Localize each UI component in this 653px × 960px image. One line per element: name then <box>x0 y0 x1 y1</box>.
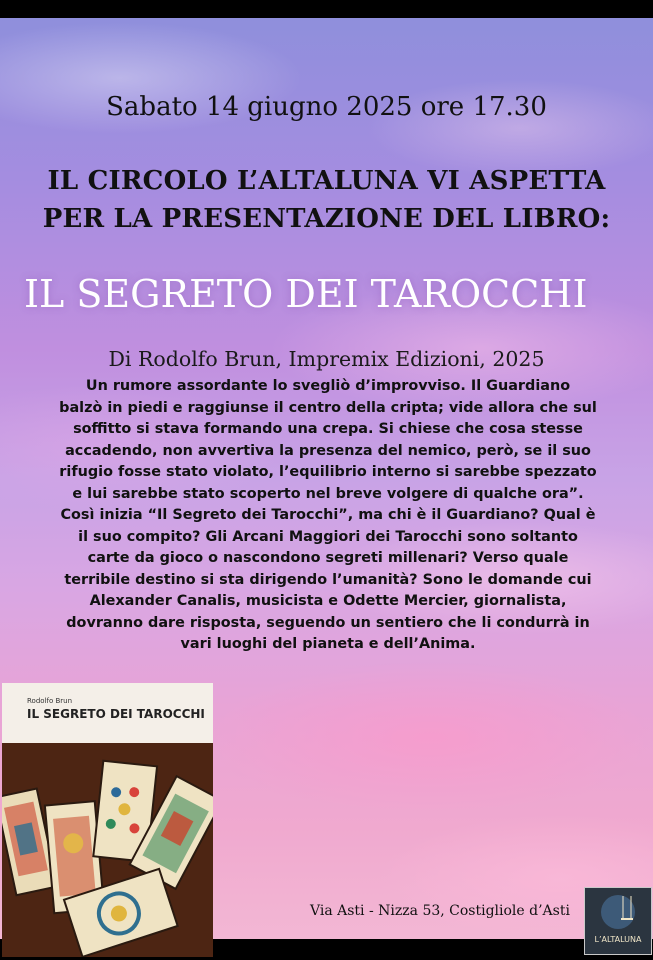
event-poster <box>0 18 653 944</box>
altaluna-logo <box>584 887 652 955</box>
venue-address: Via Asti - Nizza 53, Costigliole d’Asti <box>310 903 570 919</box>
book-cover-title: IL SEGRETO DEI TAROCCHI <box>27 707 205 721</box>
tarot-cards-illustration <box>2 743 213 957</box>
logo-text: L’ALTALUNA <box>594 935 642 944</box>
invite-line-2: PER LA PRESENTAZIONE DEL LIBRO: <box>42 204 611 234</box>
moon-swing-icon <box>585 888 651 936</box>
book-synopsis: Un rumore assordante lo svegliò d’improvviso. Il Guardiano balzò in piedi e raggiunse il centro della cripta; vide allora che sul soffitto si stava formando una crepa. Si chiese che cosa stesse accadendo, non avvertiva la presenza del nemico, però, se il suo rifugio fosse stato violato, l’equilibrio interno si sarebbe spezzato e lui sarebbe stato scoperto nel breve volgere di qualche ora”. Così inizia “Il Segreto dei Tarocchi”, ma chi è il Guardiano? Qual è il suo compito? Gli Arcani Maggiori dei Tarocchi sono soltanto carte da gioco o nascondono segreti millenari? Verso quale terribile destino si sta dirigendo l’umanità? Sono le domande cui Alexander Canalis, musicista e Odette Mercier, giornalista, dovranno dare risposta, seguendo un sentiero che li condurrà in vari luoghi del pianeta e dell’Anima. <box>59 378 597 652</box>
book-title-heading: IL SEGRETO DEI TAROCCHI <box>24 272 588 316</box>
invite-line-1: IL CIRCOLO L’ALTALUNA VI ASPETTA <box>47 166 606 196</box>
author-line: Di Rodolfo Brun, Impremix Edizioni, 2025 <box>108 347 545 371</box>
book-cover-image <box>2 683 213 957</box>
event-date: Sabato 14 giugno 2025 ore 17.30 <box>106 92 547 122</box>
book-cover-author: Rodolfo Brun <box>27 697 73 705</box>
